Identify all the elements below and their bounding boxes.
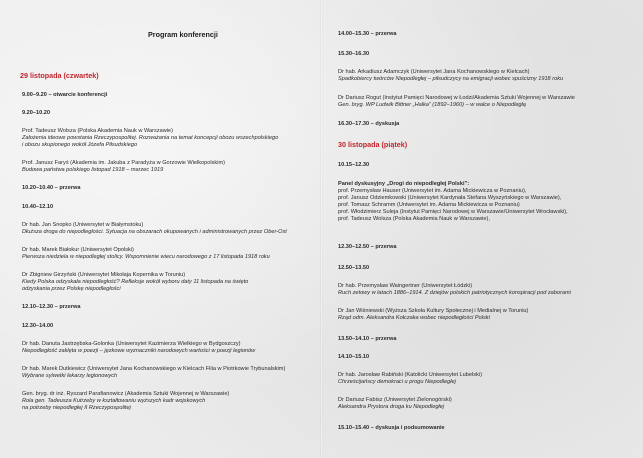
day-heading-29: 29 listopada (czwartek) xyxy=(20,71,99,80)
session-time: 16.30–17.30 – dyskusja xyxy=(338,121,400,127)
speaker-name: Dr hab. Jan Snopko (Uniwersytet w Białymstoku) xyxy=(22,222,144,228)
talk-title: odzyskania przez Polskę niepodległości xyxy=(22,286,121,292)
speaker-name: Dr hab. Marek Dutkiewicz (Uniwersytet Jana Kochanowskiego w Kielcach Filia w Piotrkowie Trybunalskim) xyxy=(22,366,286,372)
session-time: 14.10–15.10 xyxy=(338,354,370,360)
panelist: prof. Włodzimierz Suleja (Instytut Pamięci Narodowej w Warszawie/Uniwersytet Wrocławski), xyxy=(338,209,568,215)
session-time: 12.10–12.30 – przerwa xyxy=(22,304,81,310)
talk-title: Budowa państwa polskiego listopad 1918 – marzec 1919 xyxy=(22,167,164,173)
speaker-name: Prof. Tadeusz Wolsza (Polska Akademia Nauk w Warszawie) xyxy=(22,128,173,134)
talk-title: Rząd odm. Aleksandra Kołczaka wobec niepodległości Polski xyxy=(338,315,490,321)
talk-title: Dłuższa droga do niepodległości. Sytuacja na obszarach okupowanych i administrowanych przez Ober-Ost xyxy=(22,229,287,235)
session-time: 9.00–9.20 – otwarcie konferencji xyxy=(22,92,108,98)
talk-title: Założenia ideowe powstania Rzeczypospolitej. Rozważania na temat koncepcji obozu wszechpolskiego xyxy=(22,135,279,141)
speaker-name: Dr Dariusz Rogut (Instytut Pamięci Narodowej w Łodzi/Akademia Sztuki Wojennej w Warszawie xyxy=(338,95,575,101)
session-time: 10.40–12.10 xyxy=(22,204,54,210)
panelist: prof. Janusz Odziemkowski (Uniwersytet Kardynała Stefana Wyszyńskiego w Warszawie), xyxy=(338,195,562,201)
speaker-name: Dr Zbigniew Girzyński (Uniwersytet Mikołaja Kopernika w Toruniu) xyxy=(22,272,186,278)
talk-title: Rola gen. Tadeusza Kutrzeby w kształtowaniu wyższych kadr wojskowych xyxy=(22,398,206,404)
panel-title: Panel dyskusyjny „Drogi do niepodległej Polski”: xyxy=(338,181,470,187)
session-time: 10.20–10.40 – przerwa xyxy=(22,185,81,191)
page-title: Program konferencji xyxy=(148,30,218,39)
speaker-name: Dr hab. Arkadiusz Adamczyk (Uniwersytet Jana Kochanowskiego w Kielcach) xyxy=(338,69,530,75)
session-time: 13.50–14.10 – przerwa xyxy=(338,336,397,342)
speaker-name: Dr hab. Marek Białokur (Uniwersytet Opolski) xyxy=(22,247,134,253)
session-time: 10.15–12.30 xyxy=(338,162,370,168)
talk-title: Wybrane sylwetki lekarzy legionowych xyxy=(22,373,118,379)
talk-title: Ruch zetowy w latach 1886–1914. Z dziejów polskich patriotycznych konspiracji pod zaborami xyxy=(338,290,571,296)
talk-title: Aleksandra Prystora droga ku Niepodległej xyxy=(338,404,445,410)
panelist: prof. Tomasz Schramm (Uniwersytet im. Adama Mickiewicza w Poznaniu) xyxy=(338,202,520,208)
speaker-name: Dr hab. Przemysław Waingertner (Uniwersytet Łódzki) xyxy=(338,283,473,289)
speaker-name: Gen. bryg. dr inż. Ryszard Parafianowicz (Akademia Sztuki Wojennej w Warszawie) xyxy=(22,391,230,397)
speaker-name: Dr Dariusz Fabisz (Uniwersytet Zielonogórski) xyxy=(338,397,452,403)
talk-title: Niepodległość zaklęta w poezji – jęzkowe wyznaczniki narodowych wartości w poezji legionów xyxy=(22,348,256,354)
day-heading-30: 30 listopada (piątek) xyxy=(338,140,408,149)
panelist: prof. Tadeusz Wolsza (Polska Akademia Nauk w Warszawie), xyxy=(338,216,490,222)
session-time: 15.10–15.40 – dyskusja i podsumowanie xyxy=(338,425,445,431)
session-time: 14.00–15.30 – przerwa xyxy=(338,31,397,37)
talk-title: i obozu skupionego wokół Józefa Piłsudskiego xyxy=(22,142,138,148)
session-time: 15.30–16.30 xyxy=(338,51,370,57)
talk-title: Pierwsza niedziela w niepodległej stolicy. Wspomnienie wiecu narodowego z 17 listopada 1918 roku xyxy=(22,254,270,260)
speaker-name: Dr hab. Danuta Jastrzębska-Golonka (Uniwersytet Kazimierza Wielkiego w Bydgoszczy) xyxy=(22,341,241,347)
talk-title: Kiedy Polska odzyskała niepodległość? Refleksje wokół wyboru daty 11 listopada na święto xyxy=(22,279,249,285)
speaker-name: Dr Jan Wiśniewski (Wyższa Szkoła Kultury Społecznej i Medialnej w Toruniu) xyxy=(338,308,529,314)
speaker-name: Dr hab. Jarosław Rabiński (Katolicki Uniwersytet Lubelski) xyxy=(338,372,482,378)
session-time: 9.20–10.20 xyxy=(22,110,50,116)
panelist: prof. Przemysław Hauser (Uniwersytet im. Adama Mickiewicza w Poznaniu), xyxy=(338,188,527,194)
session-time: 12.30–12.50 – przerwa xyxy=(338,244,397,250)
session-time: 12.30–14.00 xyxy=(22,323,54,329)
page-fold xyxy=(320,0,323,458)
speaker-name: Prof. Janusz Faryś (Akademia im. Jakuba z Paradyża w Gorzowie Wielkopolskim) xyxy=(22,160,225,166)
talk-title: Spadkobiercy twórców Niepodległej – piłsudczycy na emigracji wobec spuścizny 1918 roku xyxy=(338,76,564,82)
talk-title: na potrzeby niepodległej II Rzeczypospolitej xyxy=(22,405,131,411)
session-time: 12.50–13.50 xyxy=(338,265,370,271)
talk-title: Gen. bryg. WP Ludwik Bittner „Halka” (1892–1960) – w walce o Niepodległą xyxy=(338,102,526,108)
talk-title: Chrześcijańscy demokraci u progu Niepodległej xyxy=(338,379,456,385)
